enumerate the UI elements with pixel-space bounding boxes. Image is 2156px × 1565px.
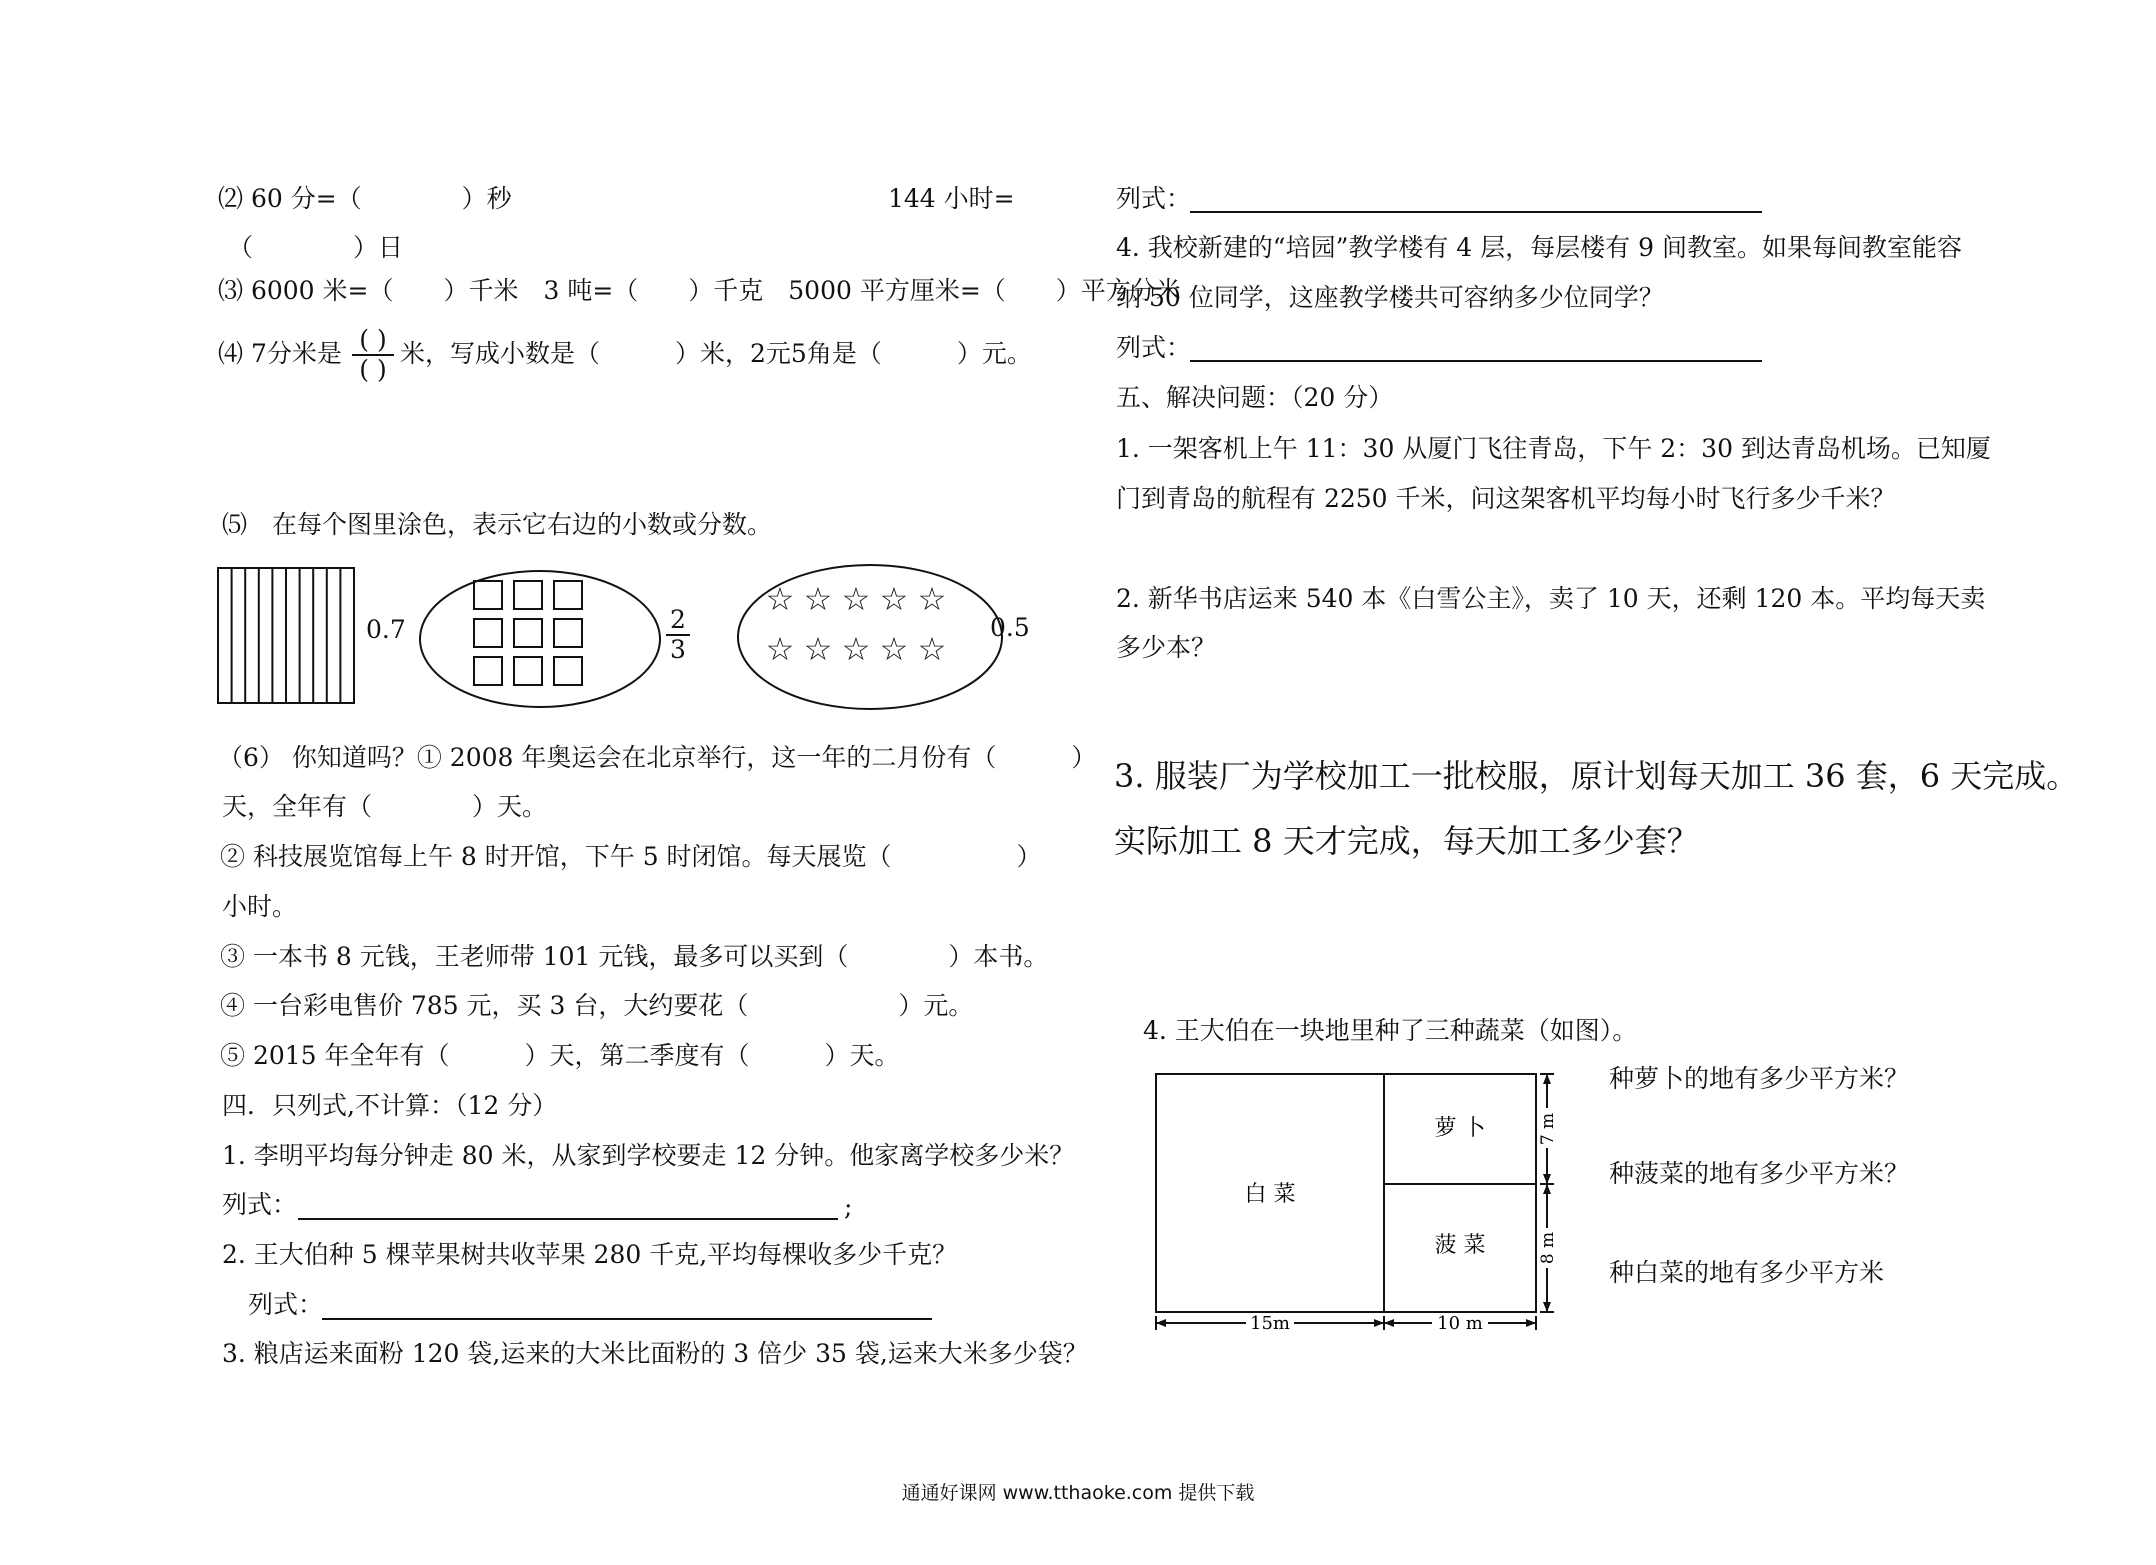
q5-frac-den: 3 [666,634,690,664]
sec4-p1-answer-line[interactable] [298,1218,838,1220]
sec5-q4-c: 种白菜的地有多少平方米 [1609,1258,1885,1287]
right-p3-answer-line[interactable] [1190,211,1762,213]
sec4-p1-end: ; [844,1192,853,1221]
striped-rectangle [218,568,354,703]
label-width-10: 10 m [1437,1313,1483,1334]
svg-text:☆: ☆ [765,630,795,668]
sec4-title: 四．只列式,不计算：（12 分） [222,1091,558,1120]
vegetable-field-diagram [1150,1068,1570,1338]
q5-figures [210,555,1090,715]
sec5-title: 五、解决问题：（20 分） [1116,383,1394,412]
squares-grid [474,581,582,685]
q6-line2: 天，全年有（ ）天。 [222,792,548,821]
q6-line4: 小时。 [222,892,298,921]
svg-text:☆: ☆ [879,630,909,668]
q5-label-half: 0.5 [990,613,1030,642]
label-height-7: 7 m [1538,1112,1558,1146]
sec5-q2-line1: 2. 新华书店运来 540 本《白雪公主》，卖了 10 天，还剩 120 本。平均每天卖 [1116,584,1986,613]
sec4-p3: 3. 粮店运来面粉 120 袋,运来的大米比面粉的 3 倍少 35 袋,运来大米多少袋？ [222,1339,1088,1368]
field-outline [1156,1074,1536,1312]
q5-label-decimal: 0.7 [366,615,406,644]
q4-frac-num: ( ) [359,325,387,354]
svg-text:☆: ☆ [917,580,947,618]
sec4-p2-answer-line[interactable] [322,1318,932,1320]
sec5-q1-line2: 门到青岛的航程有 2250 千米，问这架客机平均每小时飞行多少千米？ [1116,484,1896,513]
q6-line3: ② 科技展览馆每上午 8 时开馆，下午 5 时闭馆。每天展览（ ） [220,842,1042,871]
q6-line1: （6） 你知道吗？① 2008 年奥运会在北京举行，这一年的二月份有（ ） [218,743,1097,772]
label-height-8: 8 m [1538,1231,1558,1265]
svg-text:☆: ☆ [841,630,871,668]
sec4-p1: 1. 李明平均每分钟走 80 米，从家到学校要走 12 分钟。他家离学校多少米？ [222,1141,1075,1170]
q3-text: ⑶ 6000 米=（ ）千米 3 吨=（ ）千克 5000 平方厘米=（ ）平方分米 [218,276,1181,305]
sec5-q1-line1: 1. 一架客机上午 11：30 从厦门飞往青岛，下午 2：30 到达青岛机场。已知厦 [1116,434,1991,463]
stars-group [766,580,947,668]
svg-text:☆: ☆ [803,630,833,668]
sec5-q4-b: 种菠菜的地有多少平方米？ [1609,1159,1910,1188]
right-p3-label: 列式： [1116,184,1192,213]
q5-text: ⑸ 在每个图里涂色，表示它右边的小数或分数。 [222,510,773,539]
svg-text:☆: ☆ [765,580,795,618]
footer-credit: 通通好课网 www.tthaoke.com 提供下载 [901,1482,1255,1504]
sec4-p1-label: 列式： [222,1190,298,1219]
svg-text:☆: ☆ [917,630,947,668]
q4-frac-den: ( ) [352,354,394,384]
q6-line5: ③ 一本书 8 元钱，王老师带 101 元钱，最多可以买到（ ）本书。 [220,942,1049,971]
q4-post: 米，写成小数是（ ）米，2元5角是（ ）元。 [400,339,1032,368]
sec4-p2-label: 列式： [248,1290,324,1319]
q2-days: （ ）日 [228,233,404,262]
sec4-p2: 2. 王大伯种 5 棵苹果树共收苹果 280 千克,平均每棵收多少千克？ [222,1240,958,1269]
q6-line6: ④ 一台彩电售价 785 元，买 3 台，大约要花（ ）元。 [220,991,974,1020]
q4-fraction [352,326,394,384]
q4-pre: ⑷ 7分米是 [218,339,342,368]
right-p4-line1: 4. 我校新建的“培园”教学楼有 4 层，每层楼有 9 间教室。如果每间教室能容 [1116,233,1962,262]
svg-text:☆: ☆ [841,580,871,618]
label-width-15: 15m [1250,1313,1290,1334]
sec5-q4-a: 种萝卜的地有多少平方米？ [1609,1064,1910,1093]
q5-fraction [666,606,690,664]
right-p4-line2: 纳 50 位同学，这座教学楼共可容纳多少位同学？ [1116,283,1664,312]
sec5-q4-title: 4. 王大伯在一块地里种了三种蔬菜（如图）。 [1143,1016,1638,1045]
right-p4-answer-line[interactable] [1190,360,1762,362]
sec5-q3-line1: 3. 服装厂为学校加工一批校服，原计划每天加工 36 套，6 天完成。 [1114,757,2079,795]
q2-hours: 144 小时= [888,184,1015,213]
q5-frac-num: 2 [670,605,686,634]
squares-ellipse [420,571,660,707]
label-cabbage: 白 菜 [1244,1182,1296,1207]
sec5-q3-line2: 实际加工 8 天才完成，每天加工多少套？ [1114,822,1699,860]
label-radish: 萝 卜 [1434,1116,1486,1141]
svg-text:☆: ☆ [879,580,909,618]
right-p4-label: 列式： [1116,333,1192,362]
sec5-q2-line2: 多少本？ [1116,633,1217,662]
q6-line7: ⑤ 2015 年全年有（ ）天，第二季度有（ ）天。 [220,1041,900,1070]
label-spinach: 菠 菜 [1434,1233,1486,1258]
q2-text: ⑵ 60 分=（ ）秒 [218,184,512,213]
svg-text:☆: ☆ [803,580,833,618]
